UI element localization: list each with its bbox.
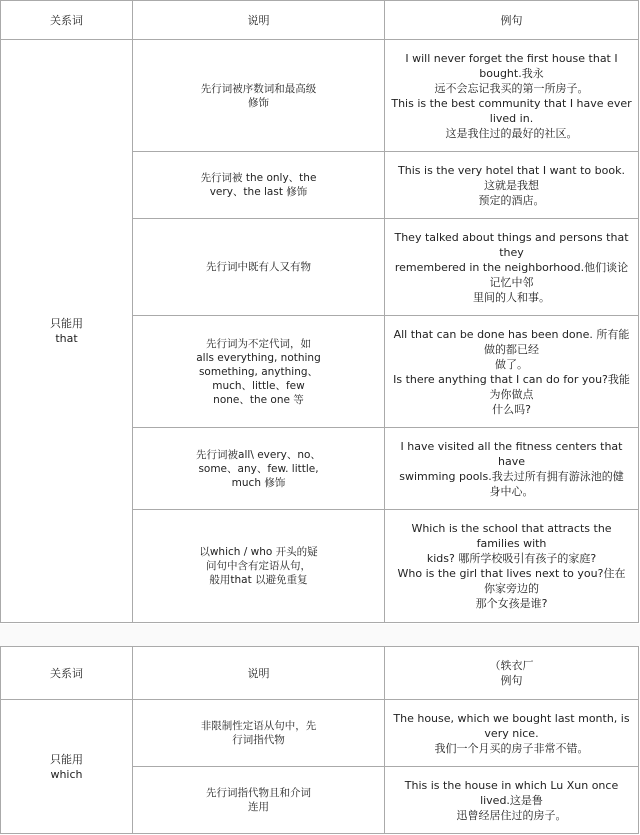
header-keyword: 关系词 — [1, 647, 133, 700]
row-example: The house, which we bought last month, is very nice. 我们一个月买的房子非常不错。 — [385, 700, 639, 767]
group-label-which: 只能用 which — [1, 700, 133, 834]
row-example: They talked about things and persons that they remembered in the neighborhood.他们谈论 记忆中邻 里间的人和事。 — [385, 219, 639, 316]
header-row — [1, 647, 639, 700]
row-example: Which is the school that attracts the families with kids? 哪所学校吸引有孩子的家庭? Who is the girl that lives next to you?住在 你家旁边的 那个女孩是谁? — [385, 510, 639, 623]
row-description: 先行词指代物且和介词 连用 — [133, 767, 385, 834]
row-description: 先行词被序数词和最高级 修饰 — [133, 40, 385, 152]
relative-words-table-which — [0, 646, 639, 834]
row-description: 以which / who 开头的疑 问句中含有定语从句， 般用that 以避免重复 — [133, 510, 385, 623]
table-row — [1, 700, 639, 767]
header-description: 说明 — [133, 1, 385, 40]
table-gap — [0, 624, 640, 646]
row-description: 先行词被 the only、the very、the last 修饰 — [133, 152, 385, 219]
row-example: All that can be done has been done. 所有能 做的都已经 做了。 Is there anything that I can do for you?我能 为你做点 什么吗? — [385, 316, 639, 428]
row-example: This is the house in which Lu Xun once lived.这是鲁 迅曾经居住过的房子。 — [385, 767, 639, 834]
header-description: 说明 — [133, 647, 385, 700]
group-label-that: 只能用 that — [1, 40, 133, 623]
header-example: （轶衣厂 例句 — [385, 647, 639, 700]
row-example: I have visited all the fitness centers that have swimming pools.我去过所有拥有游泳池的健 身中心。 — [385, 428, 639, 510]
header-example: 例句 — [385, 1, 639, 40]
table-row — [1, 40, 639, 152]
header-keyword: 关系词 — [1, 1, 133, 40]
row-example: I will never forget the first house that I bought.我永 远不会忘记我买的第一所房子。 This is the best community that I have ever lived in. 这是我住过的最好的社区。 — [385, 40, 639, 152]
row-description: 先行词被all\ every、no、 some、any、few. little, much 修饰 — [133, 428, 385, 510]
row-description: 先行词为不定代词，如 alls everything, nothing something, anything、 much、little、few none、the one 等 — [133, 316, 385, 428]
row-example: This is the very hotel that I want to book. 这就是我想 预定的酒店。 — [385, 152, 639, 219]
row-description: 非限制性定语从句中，先 行词指代物 — [133, 700, 385, 767]
header-row — [1, 1, 639, 40]
row-description: 先行词中既有人又有物 — [133, 219, 385, 316]
